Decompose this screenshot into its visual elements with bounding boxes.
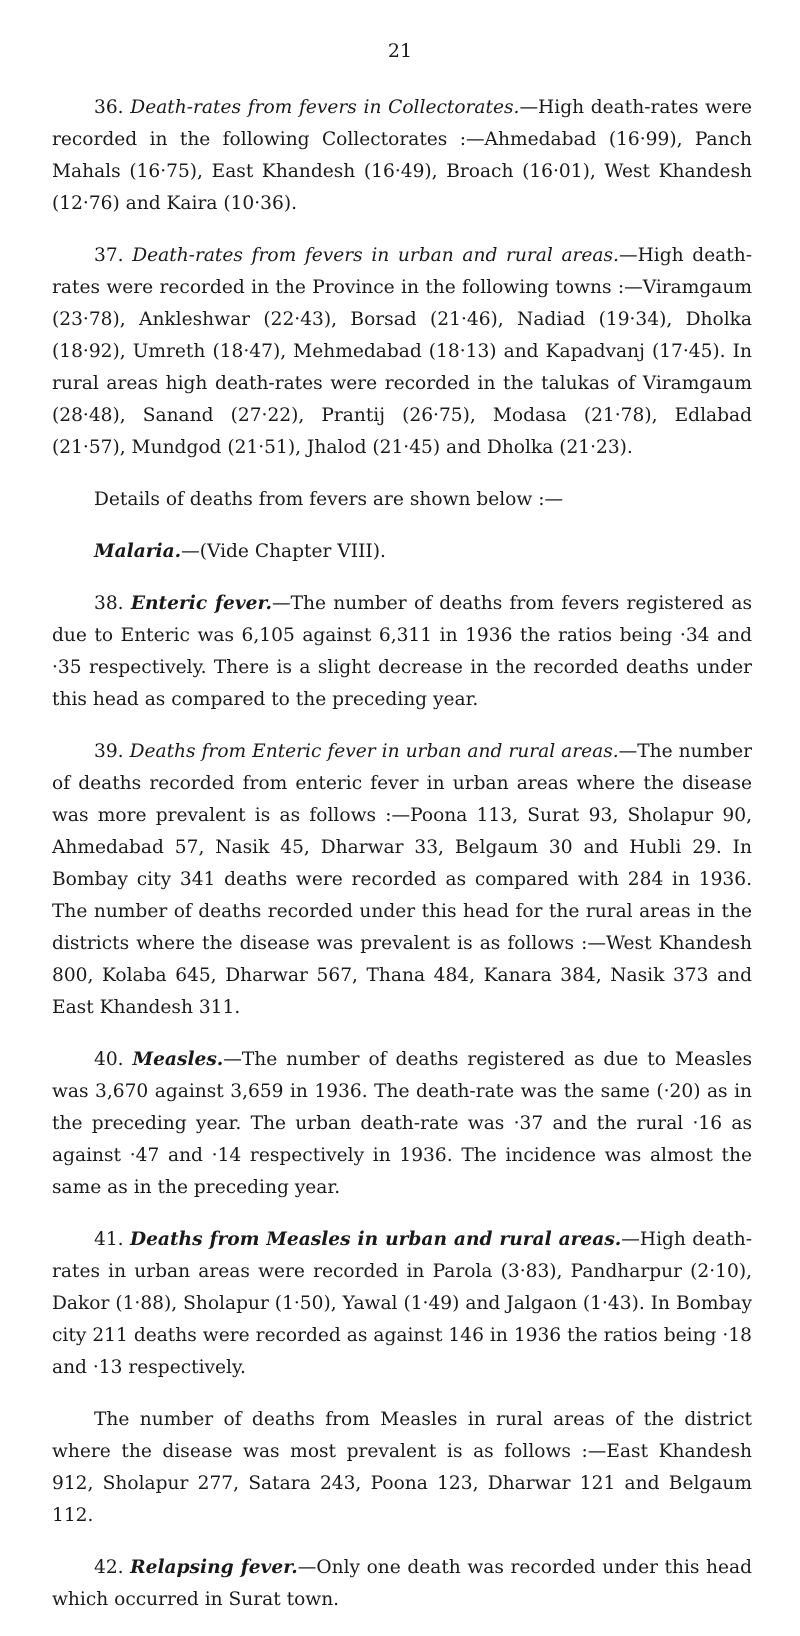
paragraph-text: —The number of deaths recorded from enteric fever in urban areas where the disease was more prevalent is as follows :—Poona 113, Surat 93, Sholapur 90, Ahmedabad 57, Nasik 45, Dharwar 33, Belgaum 30 and Hubli 29. In Bombay city 341 deaths were recorded as compared with 284 in 1936. The number of deaths recorded under this head for the rural areas in the districts where the disease was prevalent is as follows :—West Khandesh 800, Kolaba 645, Dharwar 567, Thana 484, Kanara 384, Nasik 373 and East Khandesh 311.	[52, 741, 752, 1018]
paragraph-number: 40.	[94, 1049, 124, 1070]
page-number: 21	[387, 40, 413, 62]
paragraph-text: The number of deaths from Measles in rural areas of the district where the disease was most prevalent is as follows :—East Khandesh 912, Sholapur 277, Satara 243, Poona 123, Dharwar 121 and Belgaum 112.	[52, 1409, 752, 1526]
paragraph-heading: Measles.	[132, 1049, 224, 1070]
paragraph-36	[52, 92, 752, 220]
paragraph-41	[52, 1224, 752, 1384]
paragraph-heading: Relapsing fever.	[130, 1557, 298, 1578]
paragraph-text: —High death-rates were recorded in the Province in the following towns :—Viramgaum (23·78), Ankleshwar (22·43), Borsad (21·46), Nadiad (19·34), Dholka (18·92), Umreth (18·47), Mehmedabad (18·13) and Kapadvanj (17·45). In rural areas high death-rates were recorded in the talukas of Viramgaum (28·48), Sanand (27·22), Prantij (26·75), Modasa (21·78), Edlabad (21·57), Mundgod (21·51), Jhalod (21·45) and Dholka (21·23).	[52, 245, 752, 458]
paragraph-38	[52, 588, 752, 716]
paragraph-text: Details of deaths from fevers are shown below :—	[94, 489, 564, 510]
paragraph-39	[52, 736, 752, 1024]
paragraph-text: —The number of deaths registered as due to Measles was 3,670 against 3,659 in 1936. The death-rate was the same (·20) as in the preceding year. The urban death-rate was ·37 and the rural ·16 as against ·47 and ·14 respectively in 1936. The incidence was almost the same as in the preceding year.	[52, 1049, 752, 1198]
paragraph-malaria	[52, 536, 752, 568]
paragraph-text: —The number of deaths from fevers registered as due to Enteric was 6,105 against 6,311 in 1936 the ratios being ·34 and ·35 respectively. There is a slight decrease in the recorded deaths under this head as compared to the preceding year.	[52, 593, 752, 710]
paragraph-number: 37.	[94, 245, 124, 266]
paragraph-heading: Enteric fever.	[130, 593, 273, 614]
paragraph-text: —High death-rates in urban areas were recorded in Parola (3·83), Pandharpur (2·10), Dakor (1·88), Sholapur (1·50), Yawal (1·49) and Jalgaon (1·43). In Bombay city 211 deaths were recorded as against 146 in 1936 the ratios being ·18 and ·13 respectively.	[52, 1229, 753, 1378]
paragraph-heading: Deaths from Measles in urban and rural areas.	[129, 1229, 622, 1250]
paragraph-number: 39.	[94, 741, 124, 762]
paragraph-number: 36.	[94, 97, 124, 118]
paragraph-37	[52, 240, 752, 464]
paragraph-number: 42.	[94, 1557, 124, 1578]
page-body	[52, 92, 752, 1636]
paragraph-text: —(Vide Chapter VIII).	[181, 541, 386, 562]
paragraph-number: 38.	[94, 593, 124, 614]
paragraph-42	[52, 1552, 752, 1616]
paragraph-41-rural	[52, 1404, 752, 1532]
paragraph-heading: Deaths from Enteric fever in urban and rural areas.	[129, 741, 619, 762]
paragraph-heading: Death-rates from fevers in Collectorates.	[130, 97, 520, 118]
paragraph-heading: Malaria.	[94, 541, 182, 562]
paragraph-text: —Only one death was recorded under this head which occurred in Surat town.	[52, 1557, 752, 1610]
paragraph-text: —High death-rates were recorded in the following Collectorates :—Ahmedabad (16·99), Panch Mahals (16·75), East Khandesh (16·49), Broach (16·01), West Khandesh (12·76) and Kaira (10·36).	[52, 97, 752, 214]
paragraph-number: 41.	[94, 1229, 124, 1250]
paragraph-details	[52, 484, 752, 516]
paragraph-heading: Death-rates from fevers in urban and rural areas.	[132, 245, 619, 266]
paragraph-40	[52, 1044, 752, 1204]
